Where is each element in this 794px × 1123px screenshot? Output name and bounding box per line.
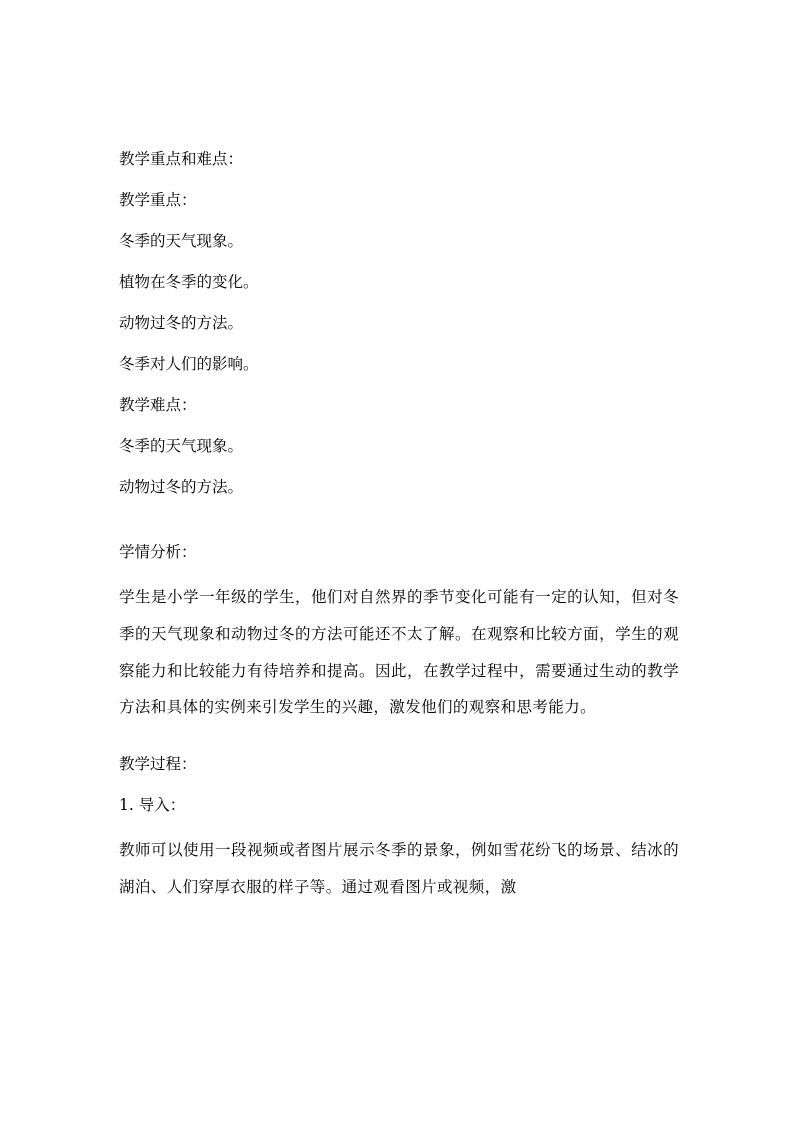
difficulty-heading: 教学难点： xyxy=(119,396,197,414)
analysis-heading: 学情分析： xyxy=(119,543,197,561)
difficulty-item: 冬季的天气现象。 xyxy=(119,437,244,455)
process-heading: 教学过程： xyxy=(119,755,197,774)
difficulty-item: 动物过冬的方法。 xyxy=(119,478,244,496)
step-1-paragraph: 教师可以使用一段视频或者图片展示冬季的景象，例如雪花纷飞的场景、结冰的湖泊、人们穿厚衣服的样子等。通过观看图片或视频，激 xyxy=(119,841,679,896)
focus-item: 植物在冬季的变化。 xyxy=(119,273,259,291)
analysis-paragraph: 学生是小学一年级的学生，他们对自然界的季节变化可能有一定的认知，但对冬季的天气现象和动物过冬的方法可能还不太了解。在观察和比较方面，学生的观察能力和比较能力有待培养和提高。因此，在教学过程中，需要通过生动的教学方法和具体的实例来引发学生的兴趣，激发他们的观察和思考能力。 xyxy=(119,588,679,717)
document-body xyxy=(119,145,679,906)
section-spacer xyxy=(119,514,679,538)
focus-heading: 教学重点： xyxy=(119,191,197,209)
section-spacer xyxy=(119,726,679,750)
focus-item: 冬季的天气现象。 xyxy=(119,232,244,250)
focus-item: 动物过冬的方法。 xyxy=(119,314,244,332)
step-1-heading: 1. 导入： xyxy=(119,796,186,815)
focus-item: 冬季对人们的影响。 xyxy=(119,355,259,373)
key-points-heading: 教学重点和难点： xyxy=(119,150,244,168)
